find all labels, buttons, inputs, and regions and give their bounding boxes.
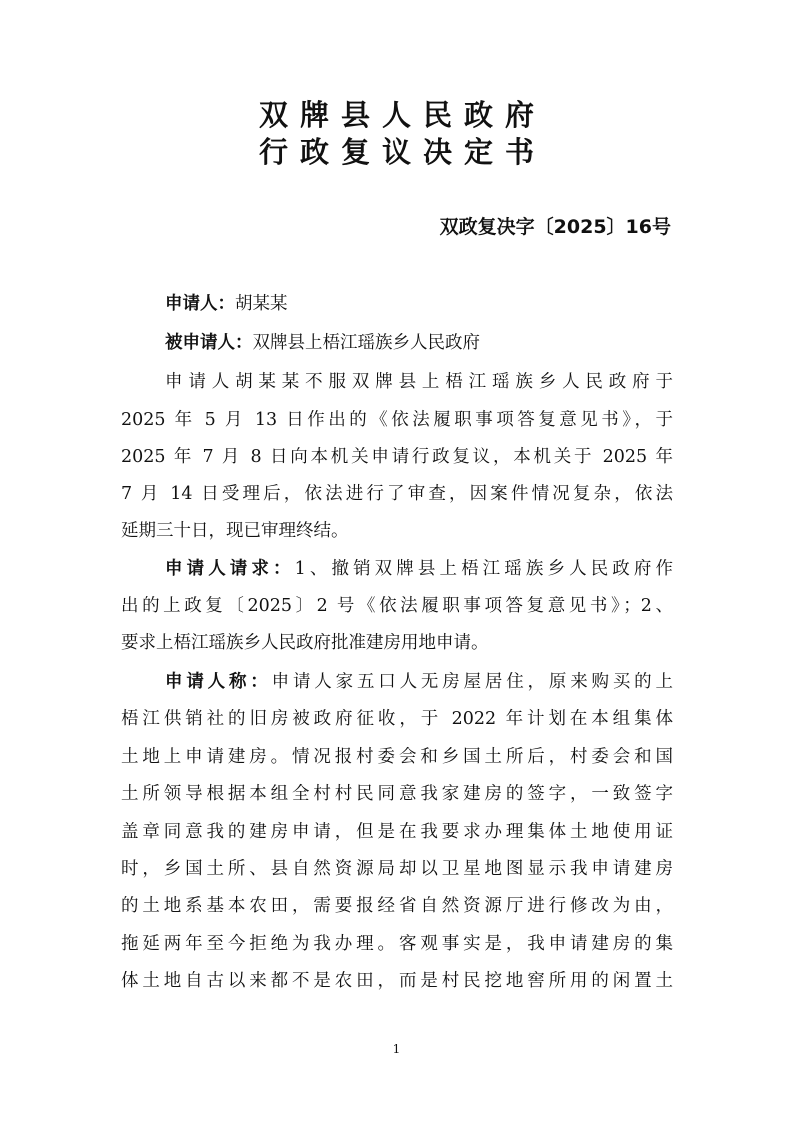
document-title-line-1: 双牌县人民政府 (258, 98, 546, 132)
claim-line: 土所领导根据本组全村村民同意我家建房的签字，一致签字 (121, 784, 673, 804)
request-line: 要求上梧江瑶族乡人民政府批准建房用地申请。 (121, 633, 489, 653)
claim-line: 时，乡国土所、县自然资源局却以卫星地图显示我申请建房 (121, 859, 673, 879)
intro-line: 申请人胡某某不服双牌县上梧江瑶族乡人民政府于 (165, 372, 673, 392)
intro-line: 2025 年 7 月 8 日向本机关申请行政复议，本机关于 2025 年 (121, 447, 673, 467)
document-number: 双政复决字〔2025〕16号 (439, 216, 671, 238)
respondent-label: 被申请人： (165, 333, 253, 353)
request-first-text: 1、撤销双牌县上梧江瑶族乡人民政府作 (294, 559, 673, 579)
intro-line: 延期三十日，现已审理终结。 (121, 521, 349, 541)
intro-line: 2025 年 5 月 13 日作出的《依法履职事项答复意见书》，于 (121, 410, 673, 430)
respondent-line (121, 331, 673, 355)
request-first-line (121, 557, 673, 581)
claim-line: 梧江供销社的旧房被政府征收，于 2022 年计划在本组集体 (121, 709, 673, 729)
applicant-label: 申请人： (165, 294, 235, 314)
page-number: 1 (392, 1042, 401, 1056)
request-line: 出的上政复〔2025〕2 号《依法履职事项答复意见书》；2、 (121, 596, 673, 616)
respondent-value: 双牌县上梧江瑶族乡人民政府 (252, 333, 480, 353)
claim-label: 申请人称： (165, 672, 272, 692)
claim-line: 体土地自古以来都不是农田，而是村民挖地窖所用的闲置土 (121, 971, 673, 991)
applicant-line (121, 292, 673, 316)
claim-first-text: 申请人家五口人无房屋居住，原来购买的上 (271, 672, 673, 692)
claim-first-line (121, 670, 673, 694)
intro-line: 7 月 14 日受理后，依法进行了审查，因案件情况复杂，依法 (121, 484, 673, 504)
document-title-line-2: 行政复议决定书 (258, 135, 546, 169)
claim-line: 拖延两年至今拒绝为我办理。客观事实是，我申请建房的集 (121, 934, 673, 954)
request-label: 申请人请求： (165, 559, 295, 579)
claim-line: 的土地系基本农田，需要报经省自然资源厅进行修改为由， (121, 896, 673, 916)
claim-line: 土地上申请建房。情况报村委会和乡国土所后，村委会和国 (121, 747, 673, 767)
applicant-value: 胡某某 (235, 294, 288, 314)
claim-line: 盖章同意我的建房申请，但是在我要求办理集体土地使用证 (121, 822, 673, 842)
